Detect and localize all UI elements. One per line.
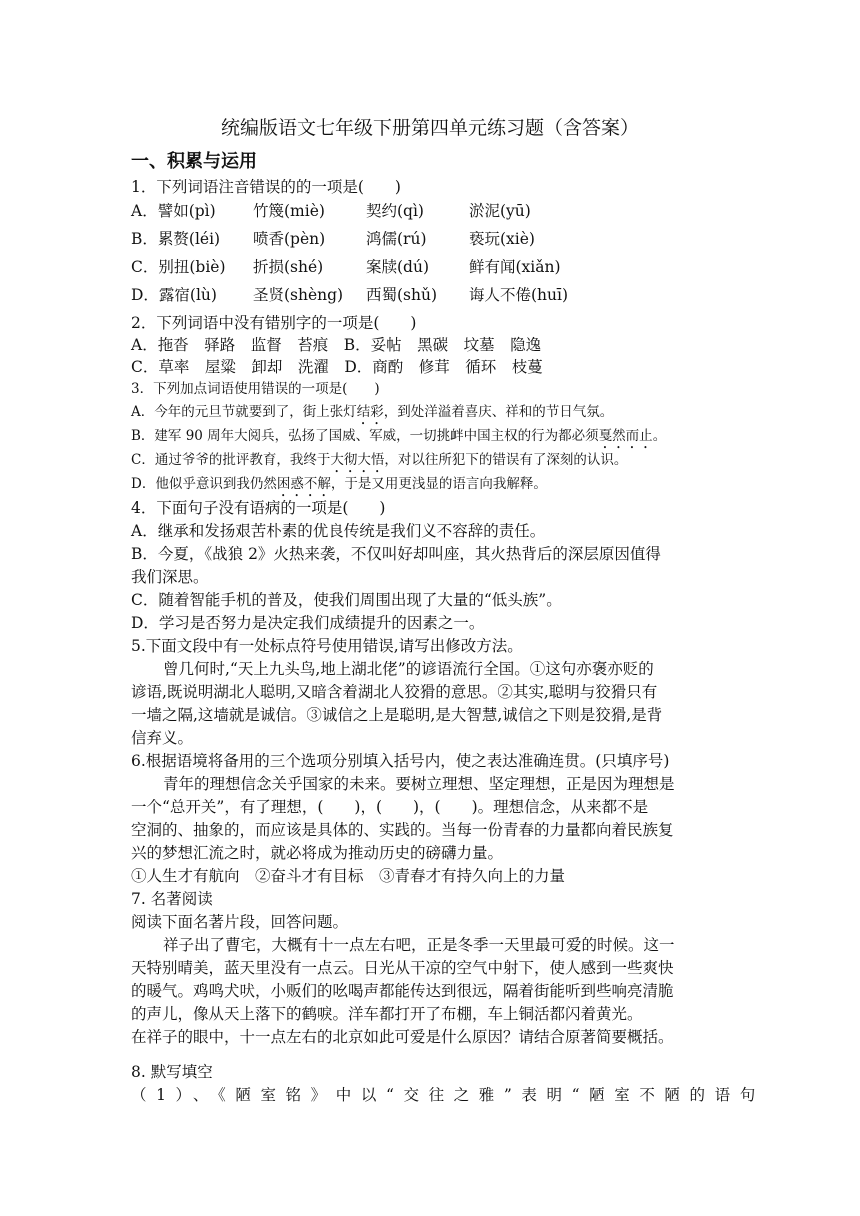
q2-stem: 2．下列词语中没有错别字的一项是( ) [131, 314, 417, 332]
q4-stem: 4．下面句子没有语病的一项是( ) [131, 499, 386, 517]
q3-option-c: C．通过爷爷的批评教育，我终于大彻大悟，对以往所犯下的错误有了深刻的认识。 [131, 452, 628, 468]
q4-option-d: D．学习是否努力是决定我们成绩提升的因素之一。 [131, 614, 485, 632]
q3-option-b: B．建军 90 周年大阅兵，弘扬了国威、军威，一切挑衅中国主权的行为都必须戛然而止。 [131, 428, 667, 444]
q7-passage-line: 祥子出了曹宅，大概有十一点左右吧，正是冬季一天里最可爱的时候。这一 [163, 936, 675, 954]
q6-passage-line: 一个“总开关”，有了理想，( )，( )，( )。理想信念，从来都不是 [131, 798, 649, 816]
q7-intro: 阅读下面名著片段，回答问题。 [131, 913, 349, 931]
q7-passage-line: 天特别晴美，蓝天里没有一点云。日光从干凉的空气中射下，使人感到一些爽快 [131, 959, 674, 977]
dotted-term: 困惑不解 [276, 476, 331, 492]
q3-option-a: A．今年的元旦节就要到了，街上张灯结彩，到处洋溢着喜庆、祥和的节日气氛。 [131, 404, 614, 420]
q7-stem: 7. 名著阅读 [131, 890, 213, 908]
q4-option-b: B．今夏，《战狼 2》火热来袭，不仅叫好却叫座，其火热背后的深层原因值得 [131, 545, 661, 563]
q5-passage-line: 谚语,既说明湖北人聪明,又暗含着湖北人狡猾的意思。②其实,聪明与狡猾只有 [131, 683, 658, 701]
section-heading: 一、积累与运用 [131, 151, 257, 172]
q7-question: 在祥子的眼中，十一点左右的北京如此可爱是什么原因？请结合原著简要概括。 [131, 1028, 674, 1046]
q6-passage-line: 兴的梦想汇流之时，就必将成为推动历史的磅礴力量。 [131, 844, 504, 862]
q5-passage-line: 信弃义。 [131, 729, 194, 747]
q2-options-ab: A．拖沓 驿路 监督 苔痕 B．妥帖 黑碳 坟墓 隐逸 [131, 336, 542, 354]
q4-option-a: A．继承和发扬艰苦朴素的优良传统是我们义不容辞的责任。 [131, 522, 546, 540]
q4-option-b-cont: 我们深思。 [131, 568, 209, 586]
q7-passage-line: 的暖气。鸡鸣犬吠，小贩们的吆喝声都能传达到很远，隔着街能听到些响亮清脆 [131, 982, 674, 1000]
q1-option: A．譬如(pì) [131, 202, 216, 220]
q1-stem: 1．下列词语注音错误的的一项是( ) [131, 178, 401, 196]
q1-option: D．露宿(lù) [131, 286, 217, 304]
dotted-term: 戛然而止 [598, 428, 653, 444]
q1-option: B．累赘(léi) [131, 230, 221, 248]
q5-passage-line: 一墙之隔,这墙就是诚信。③诚信之上是聪明,是大智慧,诚信之下则是狡猾,是背 [131, 706, 663, 724]
q5-passage-line: 曾几何时,“天上九头鸟,地上湖北佬”的谚语流行全国。①这句亦褒亦贬的 [163, 660, 654, 678]
q6-passage-line: 青年的理想信念关乎国家的未来。要树立理想、坚定理想，正是因为理想是 [163, 775, 675, 793]
q6-options: ①人生才有航向 ②奋斗才有目标 ③青春才有持久向上的力量 [131, 867, 566, 885]
q6-passage-line: 空洞的、抽象的，而应该是具体的、实践的。当每一份青春的力量都向着民族复 [131, 821, 674, 839]
q1-option: 圣贤(shèng) [253, 286, 344, 304]
q1-option: 契约(qì) [366, 202, 424, 220]
q1-option: 诲人不倦(huī) [469, 286, 569, 304]
dotted-term: 结彩 [356, 404, 384, 420]
document-title: 统编版语文七年级下册第四单元练习题（含答案） [220, 117, 639, 139]
q5-stem: 5.下面文段中有一处标点符号使用错误,请写出修改方法。 [131, 637, 523, 655]
q1-option: 竹篾(miè) [253, 202, 325, 220]
q3-option-d: D．他似乎意识到我仍然困惑不解，于是又用更浅显的语言向我解释。 [131, 476, 547, 492]
q1-option: 喷香(pèn) [253, 230, 326, 248]
q7-passage-line: 的声儿，像从天上落下的鹤唳。洋车都打开了布棚，车上铜活都闪着黄光。 [131, 1005, 643, 1023]
q1-option: 亵玩(xiè) [469, 230, 535, 248]
q1-option: 鲜有闻(xiǎn) [469, 258, 561, 276]
dotted-term: 大彻大悟 [330, 452, 385, 468]
q6-stem: 6.根据语境将备用的三个选项分别填入括号内，使之表达准确连贯。(只填序号) [131, 752, 670, 770]
q1-option: 鸿儒(rú) [366, 230, 427, 248]
q4-option-c: C．随着智能手机的普及，使我们周围出现了大量的“低头族”。 [131, 591, 562, 609]
q8-stem: 8. 默写填空 [131, 1063, 213, 1081]
q3-stem: 3．下列加点词语使用错误的一项是( ) [131, 381, 380, 397]
q1-option: 折损(shé) [253, 258, 324, 276]
q1-option: C．别扭(biè) [131, 258, 226, 276]
q1-option: 案牍(dú) [366, 258, 429, 276]
q1-option: 西蜀(shǔ) [366, 286, 438, 304]
q1-option: 淤泥(yū) [469, 202, 531, 220]
q8-item-1: （1）、《陋室铭》中以“交往之雅”表明“陋室不陋的语句 [131, 1086, 765, 1104]
q2-options-cd: C．草率 屋粱 卸却 洗濯 D．商酌 修茸 循环 枝蔓 [131, 358, 543, 376]
